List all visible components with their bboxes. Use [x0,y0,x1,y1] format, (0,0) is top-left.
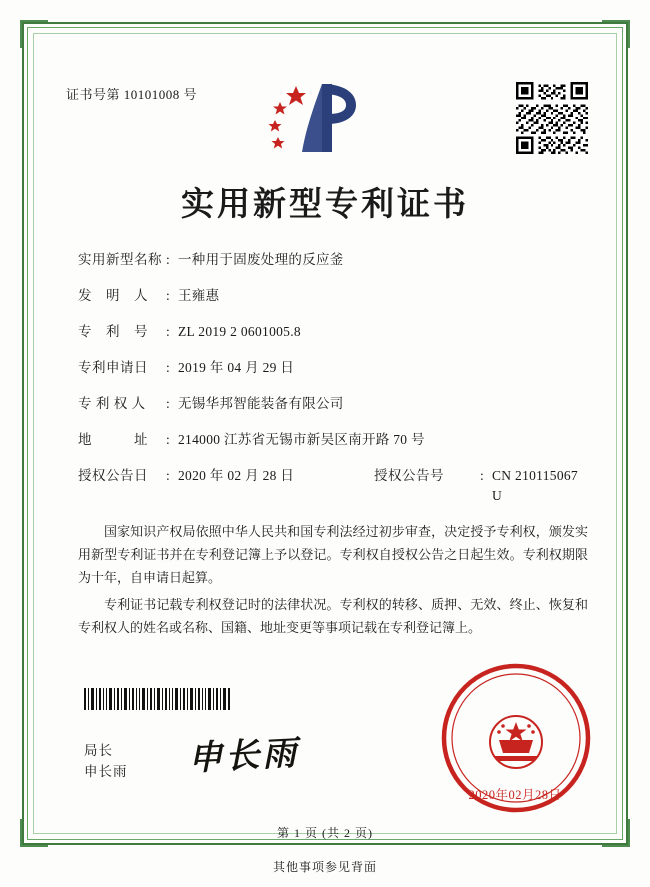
qr-code-icon [516,82,588,154]
field-row-patent-number [78,322,590,342]
field-colon: : [166,324,170,339]
signature-name: 申长雨 [84,764,128,779]
footer-note: 其他事项参见背面 [272,860,377,874]
handwritten-signature: 申长雨 [187,735,301,778]
field-value-application-date: 2019 年 04 月 29 日 [178,360,295,375]
field-label-application-date: 专利申请日 [78,360,148,375]
certificate-number: 证书号第 10101008 号 [66,87,198,102]
field-colon: : [166,468,170,483]
signature-role: 局长 [84,743,113,758]
page-number: 第 1 页 (共 2 页) [277,826,373,840]
field-value-address: 214000 江苏省无锡市新吴区南开路 70 号 [178,432,425,447]
field-label-grant-number: 授权公告号 [374,468,444,483]
page-title: 实用新型专利证书 [181,187,469,223]
cnipa-logo-icon [262,80,372,156]
field-colon: : [480,468,484,483]
corner-ornament-top-left [20,20,48,48]
corner-ornament-top-right [602,20,630,48]
field-colon: : [166,252,170,267]
legal-text-block [78,520,588,643]
field-value-grant-number: CN 210115067 U [492,468,578,503]
field-label-address: 地 址 [78,432,148,447]
field-value-patent-number: ZL 2019 2 0601005.8 [178,324,301,339]
barcode-icon [84,688,232,710]
field-row-application-date [78,358,590,378]
field-colon: : [166,288,170,303]
field-colon: : [166,396,170,411]
field-colon: : [166,432,170,447]
signature-block [84,740,128,782]
legal-paragraph-1: 国家知识产权局依照中华人民共和国专利法经过初步审查，决定授予专利权，颁发实用新型专利证书并在专利登记簿上予以登记。专利权自授权公告之日起生效。专利权期限为十年，自申请日起算。 [78,524,588,585]
field-label-name: 实用新型名称 [78,252,162,267]
field-row-patentee [78,394,590,414]
field-row-grant-announcement [78,466,590,506]
field-row-name [78,250,590,270]
field-value-patentee: 无锡华邦智能装备有限公司 [178,396,344,411]
field-value-inventor: 王雍惠 [178,288,220,303]
field-label-inventor: 发 明 人 [78,288,148,303]
field-label-patentee: 专 利 权 人 [78,396,146,411]
field-label-patent-number: 专 利 号 [78,324,148,339]
field-value-grant-date: 2020 年 02 月 28 日 [178,468,295,483]
field-list [78,250,590,522]
field-label-grant-date: 授权公告日 [78,468,148,483]
field-colon: : [166,360,170,375]
field-row-inventor [78,286,590,306]
field-row-address [78,430,590,450]
seal-date: 2020年02月28日 [468,788,562,802]
legal-paragraph-2: 专利证书记载专利权登记时的法律状况。专利权的转移、质押、无效、终止、恢复和专利权人的姓名或名称、国籍、地址变更等事项记载在专利登记簿上。 [78,597,588,635]
field-value-name: 一种用于固废处理的反应釜 [178,252,344,267]
